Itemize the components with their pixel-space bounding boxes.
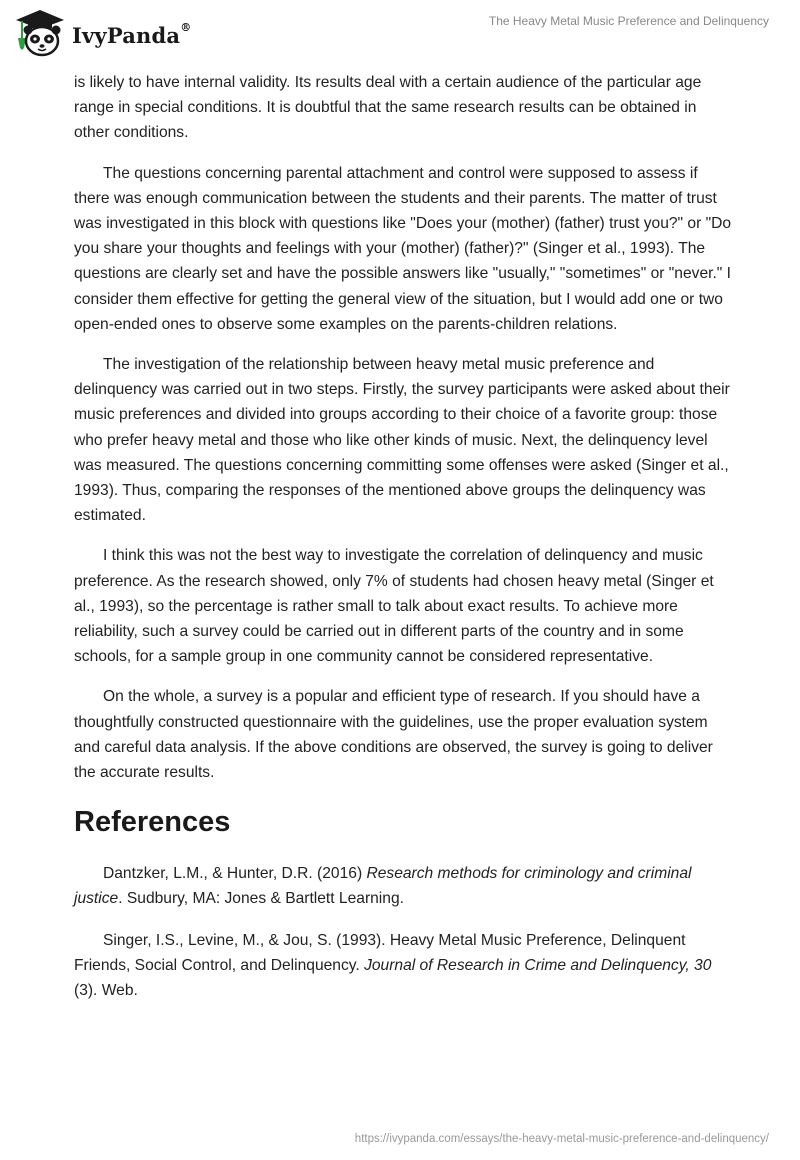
brand-logo[interactable] — [14, 8, 191, 58]
paragraph: is likely to have internal validity. Its results deal with a certain audience of the particular age range in special conditions. It is doubtful that the same research results can be obtained in other conditions. — [74, 74, 702, 142]
paragraph: On the whole, a survey is a popular and efficient type of research. If you should have a thoughtfully constructed questionnaire with the guidelines, use the proper evaluation system and careful data analysis. If the above conditions are observed, the survey is going to deliver the accurate results. — [74, 688, 713, 782]
source-url[interactable]: https://ivypanda.com/essays/the-heavy-metal-music-preference-and-delinquency/ — [354, 1133, 769, 1145]
paragraph: I think this was not the best way to investigate the correlation of delinquency and music preference. As the research showed, only 7% of students had chosen heavy metal (Singer et al., 1993), so the percentage is rather small to talk about exact results. To achieve more reliability, such a survey could be carried out in different parts of the country and in some schools, for a sample group in one community cannot be considered representative. — [74, 547, 714, 666]
paragraph: The questions concerning parental attachment and control were supposed to assess if there was enough communication between the students and their parents. The matter of trust was investigated in this block with questions like "Does your (mother) (father) trust you?" or "Do you share your thoughts and feelings with your (mother) (father)?" (Singer et al., 1993). The questions are clearly set and have the possible answers like "usually," "sometimes" or "never." I consider them effective for getting the general view of the situation, but I would add one or two open-ended ones to observe some examples on the parents-children relations. — [74, 164, 732, 333]
essay-content — [74, 70, 734, 1019]
brand-name: IvyPanda® — [72, 20, 192, 48]
reference-entry: Singer, I.S., Levine, M., & Jou, S. (1993). Heavy Metal Music Preference, Delinquent Friends, Social Control, and Delinquency. Journal of Research in Crime and Delinquency, 30 (3). Web. — [74, 931, 712, 1000]
references-heading: References — [74, 806, 231, 839]
paragraph: The investigation of the relationship between heavy metal music preference and delinquency was carried out in two steps. Firstly, the survey participants were asked about their music preferences and divided into groups according to their choice of a favorite group: those who prefer heavy metal and those who like other kinds of music. Next, the delinquency level was measured. The questions concerning committing some offenses were asked (Singer et al., 1993). Thus, comparing the responses of the mentioned above groups the delinquency was estimated. — [74, 356, 730, 525]
reference-entry: Dantzker, L.M., & Hunter, D.R. (2016) Research methods for criminology and criminal justice. Sudbury, MA: Jones & Bartlett Learning. — [74, 865, 692, 908]
document-title: The Heavy Metal Music Preference and Delinquency — [488, 14, 769, 28]
page-header — [0, 0, 800, 66]
panda-graduate-icon — [14, 8, 66, 58]
